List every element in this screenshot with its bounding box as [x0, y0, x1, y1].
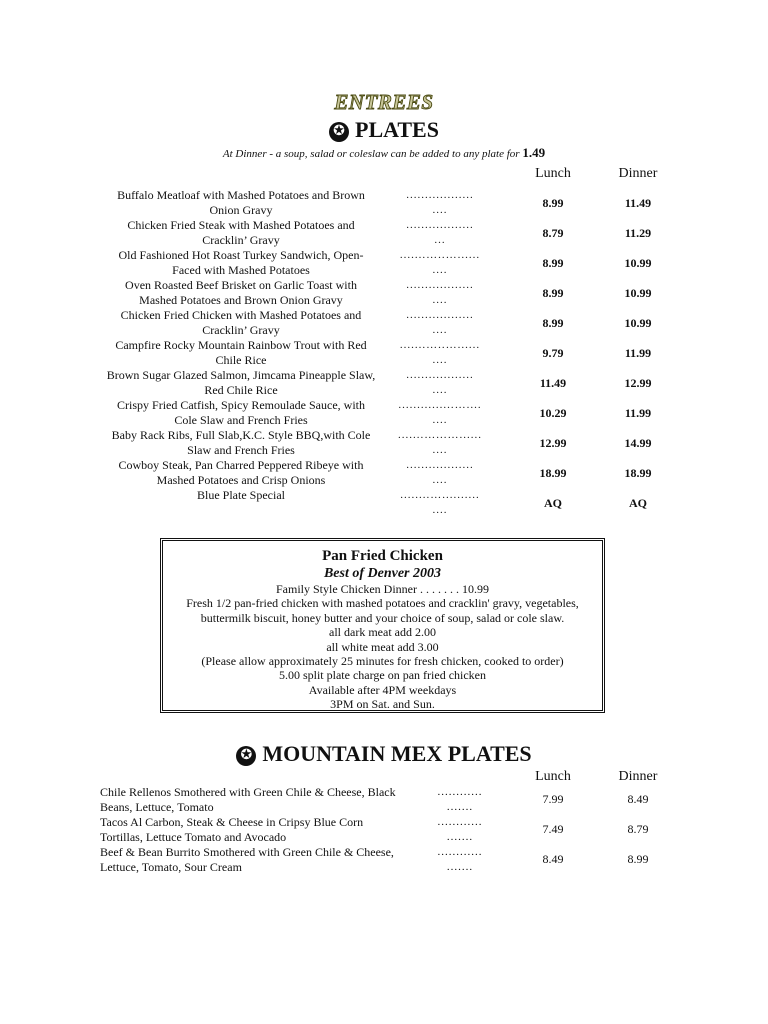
- mex-title: MOUNTAIN MEX PLATES: [262, 741, 532, 766]
- menu-item-name: Cowboy Steak, Pan Charred Peppered Ribeye with: [118, 458, 364, 472]
- menu-item-name: Old Fashioned Hot Roast Turkey Sandwich, Open-: [118, 248, 364, 262]
- star-icon: ✪: [236, 746, 256, 766]
- dot-leader: ........…..........: [400, 489, 480, 501]
- dot-leader: .......…...…......: [398, 429, 482, 441]
- lunch-price: 8.99: [542, 256, 564, 270]
- note-price: 1.49: [522, 145, 546, 160]
- dot-leader: ....: [432, 204, 448, 216]
- pan-fried-title: Pan Fried Chicken: [322, 548, 443, 564]
- menu-item-name: Blue Plate Special: [197, 488, 285, 502]
- mex-heading: [0, 741, 768, 767]
- pan-fried-line: Available after 4PM weekdays: [308, 682, 457, 697]
- lunch-price: 8.99: [542, 196, 564, 210]
- pan-fried-line: (Please allow approximately 25 minutes for fresh chicken, cooked to order): [201, 654, 564, 669]
- dinner-price: 11.99: [624, 406, 652, 420]
- menu-item-name: Tortillas, Lettuce Tomato and Avocado: [100, 830, 287, 844]
- lunch-price: 8.79: [542, 226, 564, 240]
- pan-fried-line: all white meat add 3.00: [326, 639, 439, 654]
- menu-item-name: Oven Roasted Beef Brisket on Garlic Toast with: [125, 278, 357, 292]
- dot-leader: ....: [432, 264, 448, 276]
- dot-leader: ....: [432, 294, 448, 306]
- dot-leader: ..................: [406, 189, 474, 201]
- dot-leader: ..................: [406, 309, 474, 321]
- dinner-price: AQ: [629, 496, 647, 510]
- pan-fried-line: Family Style Chicken Dinner . . . . . . . 10.99: [276, 582, 489, 596]
- dinner-price: 11.99: [624, 346, 652, 360]
- dinner-price: 8.49: [627, 792, 649, 806]
- menu-item-name: Beans, Lettuce, Tomato: [100, 800, 214, 814]
- plates-dinner-header: Dinner: [618, 166, 658, 181]
- pan-fried-line: buttermilk biscuit, honey butter and your choice of soup, salad or cole slaw.: [200, 610, 565, 625]
- dot-leader: ............: [437, 786, 483, 798]
- dot-leader: .......: [446, 861, 474, 873]
- menu-item-name: Tacos Al Carbon, Steak & Cheese in Cripsy Blue Corn: [100, 815, 364, 829]
- dot-leader: ...............…....: [398, 399, 482, 411]
- dot-leader: ....: [432, 474, 448, 486]
- dinner-price: 11.29: [624, 226, 652, 240]
- dinner-price: 8.79: [627, 822, 649, 836]
- menu-item-name: Chile Rellenos Smothered with Green Chile & Cheese, Black: [100, 785, 396, 799]
- mex-lunch-header: Lunch: [535, 769, 571, 784]
- lunch-price: 10.29: [539, 406, 567, 420]
- menu-item-name: Lettuce, Tomato, Sour Cream: [100, 860, 242, 874]
- menu-item-name: Faced with Mashed Potatoes: [172, 263, 310, 277]
- dinner-price: 14.99: [624, 436, 652, 450]
- menu-item-name: Mashed Potatoes and Brown Onion Gravy: [139, 293, 343, 307]
- dinner-price: 12.99: [624, 376, 652, 390]
- pan-fried-chicken-box: [160, 538, 605, 713]
- dinner-addon-note: [0, 145, 768, 161]
- dot-leader: ....: [432, 324, 448, 336]
- pan-fried-line: 3PM on Sat. and Sun.: [330, 697, 435, 712]
- menu-item-name: Cracklin’ Gravy: [202, 233, 280, 247]
- lunch-price: 8.99: [542, 286, 564, 300]
- dinner-price: 18.99: [624, 466, 652, 480]
- note-text: At Dinner - a soup, salad or coleslaw can be added to any plate for: [222, 148, 520, 160]
- menu-item-name: Onion Gravy: [209, 203, 273, 217]
- dot-leader: ....: [432, 414, 448, 426]
- dot-leader: .......…..…......: [399, 249, 481, 261]
- plates-heading: [0, 117, 768, 143]
- lunch-price: 9.79: [542, 346, 564, 360]
- entrees-title: ENTREES: [334, 90, 434, 114]
- star-icon: ✪: [329, 122, 349, 142]
- lunch-price: 8.49: [542, 852, 564, 866]
- dot-leader: ............: [437, 846, 483, 858]
- dot-leader: .......: [446, 801, 474, 813]
- lunch-price: 11.49: [539, 376, 567, 390]
- lunch-price: 18.99: [539, 466, 567, 480]
- menu-item-name: Campfire Rocky Mountain Rainbow Trout with Red: [115, 338, 367, 352]
- plates-title: PLATES: [355, 117, 439, 142]
- lunch-price: 12.99: [539, 436, 567, 450]
- lunch-price: 7.99: [542, 792, 564, 806]
- dot-leader: .......: [446, 831, 474, 843]
- pan-fried-line: Fresh 1/2 pan-fried chicken with mashed potatoes and cracklin' gravy, vegetables,: [186, 596, 579, 611]
- pan-fried-line: all dark meat add 2.00: [329, 625, 436, 640]
- pan-fried-subtitle: Best of Denver 2003: [323, 566, 442, 581]
- dot-leader: ............: [437, 816, 483, 828]
- menu-item-name: Slaw and French Fries: [187, 443, 295, 457]
- dinner-price: 8.99: [627, 852, 649, 866]
- dinner-price: 10.99: [624, 286, 652, 300]
- menu-item-name: Beef & Bean Burrito Smothered with Green Chile & Cheese,: [100, 845, 394, 859]
- dinner-price: 11.49: [624, 196, 652, 210]
- menu-item-name: Chile Rice: [215, 353, 267, 367]
- dot-leader: ..................: [406, 459, 474, 471]
- dot-leader: ..................: [406, 369, 474, 381]
- dot-leader: ..................: [406, 219, 474, 231]
- menu-item-name: Chicken Fried Chicken with Mashed Potatoes and: [120, 308, 362, 322]
- lunch-price: 8.99: [542, 316, 564, 330]
- lunch-price: 7.49: [542, 822, 564, 836]
- menu-item-name: Mashed Potatoes and Crisp Onions: [156, 473, 326, 487]
- dot-leader: ....: [432, 504, 448, 516]
- plates-lunch-header: Lunch: [535, 166, 571, 181]
- dinner-price: 10.99: [624, 316, 652, 330]
- dot-leader: ....: [432, 354, 448, 366]
- menu-item-name: Cracklin’ Gravy: [202, 323, 280, 337]
- pan-fried-line: 5.00 split plate charge on pan fried chicken: [278, 668, 487, 683]
- menu-item-name: Buffalo Meatloaf with Mashed Potatoes and Brown: [117, 188, 365, 202]
- menu-item-name: Baby Rack Ribs, Full Slab,K.C. Style BBQ,with Cole: [111, 428, 371, 442]
- dot-leader: ...: [434, 234, 446, 246]
- menu-item-name: Brown Sugar Glazed Salmon, Jimcama Pineapple Slaw,: [106, 368, 376, 382]
- mex-dinner-header: Dinner: [618, 769, 658, 784]
- menu-item-name: Cole Slaw and French Fries: [174, 413, 308, 427]
- lunch-price: AQ: [544, 496, 562, 510]
- dot-leader: ..................: [406, 279, 474, 291]
- dot-leader: ....: [432, 444, 448, 456]
- menu-item-name: Red Chile Rice: [204, 383, 278, 397]
- dot-leader: .......…..…......: [399, 339, 481, 351]
- menu-item-name: Chicken Fried Steak with Mashed Potatoes and: [127, 218, 355, 232]
- dot-leader: ....: [432, 384, 448, 396]
- menu-item-name: Crispy Fried Catfish, Spicy Remoulade Sauce, with: [117, 398, 365, 412]
- dinner-price: 10.99: [624, 256, 652, 270]
